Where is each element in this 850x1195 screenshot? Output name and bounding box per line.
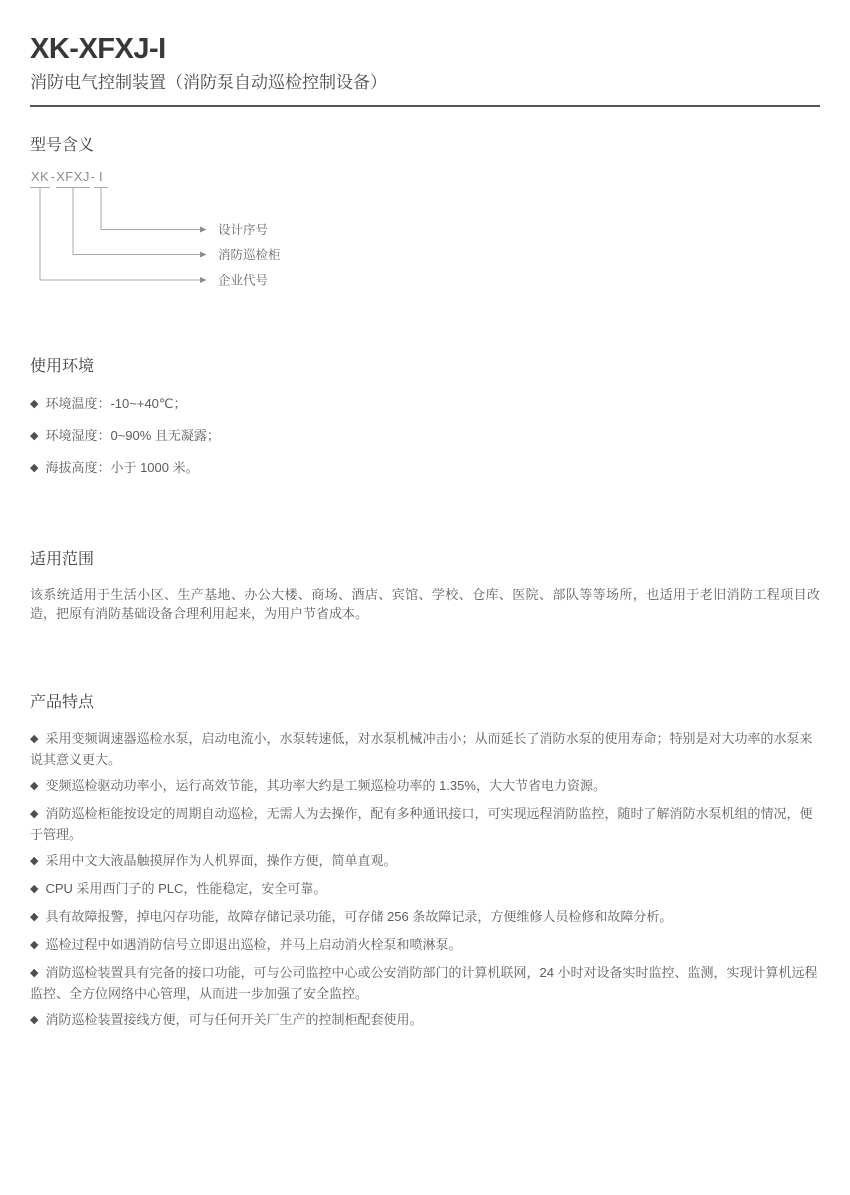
product-datasheet-page bbox=[0, 33, 850, 1031]
environment-heading: 使用环境 bbox=[30, 357, 95, 375]
arrow-right-icon bbox=[200, 277, 207, 283]
model-segment-series: I bbox=[98, 168, 104, 184]
diamond-bullet-icon: ◆ bbox=[30, 911, 39, 923]
arrow-right-icon bbox=[200, 226, 207, 232]
feature-item: 具有故障报警，掉电闪存功能，故障存储记录功能，可存储 256 条故障记录，方便维修人员检修和故障分析。 bbox=[45, 909, 673, 924]
section-model-meaning bbox=[30, 136, 820, 300]
list-item bbox=[30, 427, 820, 446]
diagram-label-design-serial: 设计序号 bbox=[218, 222, 269, 237]
diamond-bullet-icon: ◆ bbox=[30, 733, 39, 745]
list-item bbox=[30, 395, 820, 414]
diamond-bullet-icon: ◆ bbox=[30, 967, 39, 979]
feature-item: 采用变频调速器巡检水泵，启动电流小，水泵转速低，对水泵机械冲击小；从而延长了消防水泵的使用寿命；特别是对大功率的水泵来说其意义更大。 bbox=[30, 731, 813, 767]
list-item bbox=[30, 879, 820, 900]
diamond-bullet-icon: ◆ bbox=[30, 883, 39, 895]
model-meaning-heading: 型号含义 bbox=[30, 137, 95, 155]
list-item bbox=[30, 851, 820, 872]
feature-item: 消防巡检柜能按设定的周期自动巡检，无需人为去操作，配有多种通讯接口，可实现远程消防监控，随时了解消防水泵机组的情况，便于管理。 bbox=[30, 806, 813, 842]
scope-heading: 适用范围 bbox=[30, 550, 95, 568]
arrow-right-icon bbox=[200, 251, 207, 257]
product-model-title: XK-XFXJ-I bbox=[30, 33, 166, 65]
list-item bbox=[30, 729, 820, 769]
list-item bbox=[30, 935, 820, 956]
feature-item: CPU 采用西门子的 PLC，性能稳定，安全可靠。 bbox=[45, 881, 327, 896]
list-item bbox=[30, 907, 820, 928]
list-item bbox=[30, 1010, 820, 1031]
diagram-label-inspection-cabinet: 消防巡检柜 bbox=[218, 247, 281, 262]
diamond-bullet-icon: ◆ bbox=[30, 855, 39, 867]
feature-item: 消防巡检装置具有完备的接口功能，可与公司监控中心或公安消防部门的计算机联网，24 小时对设备实时监控、监测，实现计算机远程监控、全方位网络中心管理，从而进一步加强了安全监控。 bbox=[30, 965, 818, 1001]
model-code-diagram bbox=[30, 169, 430, 301]
feature-item: 消防巡检装置接线方便，可与任何开关厂生产的控制柜配套使用。 bbox=[45, 1012, 423, 1027]
page-header bbox=[30, 33, 820, 107]
list-item bbox=[30, 963, 820, 1003]
diamond-bullet-icon: ◆ bbox=[30, 397, 39, 410]
section-environment bbox=[30, 357, 820, 478]
list-item bbox=[30, 776, 820, 797]
features-list bbox=[30, 729, 820, 1031]
environment-item-temperature: 环境温度：-10~+40℃； bbox=[45, 395, 187, 411]
diamond-bullet-icon: ◆ bbox=[30, 461, 39, 474]
section-features bbox=[30, 693, 820, 1031]
diagram-label-enterprise-code: 企业代号 bbox=[218, 273, 269, 288]
environment-list bbox=[30, 395, 820, 478]
list-item bbox=[30, 804, 820, 844]
section-scope bbox=[30, 550, 820, 623]
diamond-bullet-icon: ◆ bbox=[30, 808, 39, 820]
diamond-bullet-icon: ◆ bbox=[30, 1014, 39, 1026]
environment-item-altitude: 海拔高度：小于 1000 米。 bbox=[45, 459, 199, 475]
model-separator: - bbox=[90, 168, 96, 184]
feature-item: 巡检过程中如遇消防信号立即退出巡检，并马上启动消火栓泵和喷淋泵。 bbox=[45, 937, 462, 952]
feature-item: 变频巡检驱动功率小，运行高效节能，其功率大约是工频巡检功率的 1.35%，大大节省电力资源。 bbox=[45, 778, 606, 793]
diamond-bullet-icon: ◆ bbox=[30, 939, 39, 951]
environment-item-humidity: 环境湿度：0~90% 且无凝露； bbox=[45, 427, 220, 443]
model-separator: - bbox=[50, 168, 56, 184]
feature-item: 采用中文大液晶触摸屏作为人机界面，操作方便，简单直观。 bbox=[45, 853, 397, 868]
model-segment-enterprise: XK bbox=[30, 168, 50, 184]
header-divider bbox=[30, 105, 820, 107]
diamond-bullet-icon: ◆ bbox=[30, 429, 39, 442]
product-subtitle: 消防电气控制装置（消防泵自动巡检控制设备） bbox=[30, 73, 387, 93]
diamond-bullet-icon: ◆ bbox=[30, 780, 39, 792]
model-segment-type: XFXJ bbox=[56, 168, 90, 184]
features-heading: 产品特点 bbox=[30, 693, 95, 711]
scope-paragraph: 该系统适用于生活小区、生产基地、办公大楼、商场、酒店、宾馆、学校、仓库、医院、部队等等场所，也适用于老旧消防工程项目改造，把原有消防基础设备合理利用起来，为用户节省成本。 bbox=[30, 586, 820, 621]
list-item bbox=[30, 459, 820, 478]
